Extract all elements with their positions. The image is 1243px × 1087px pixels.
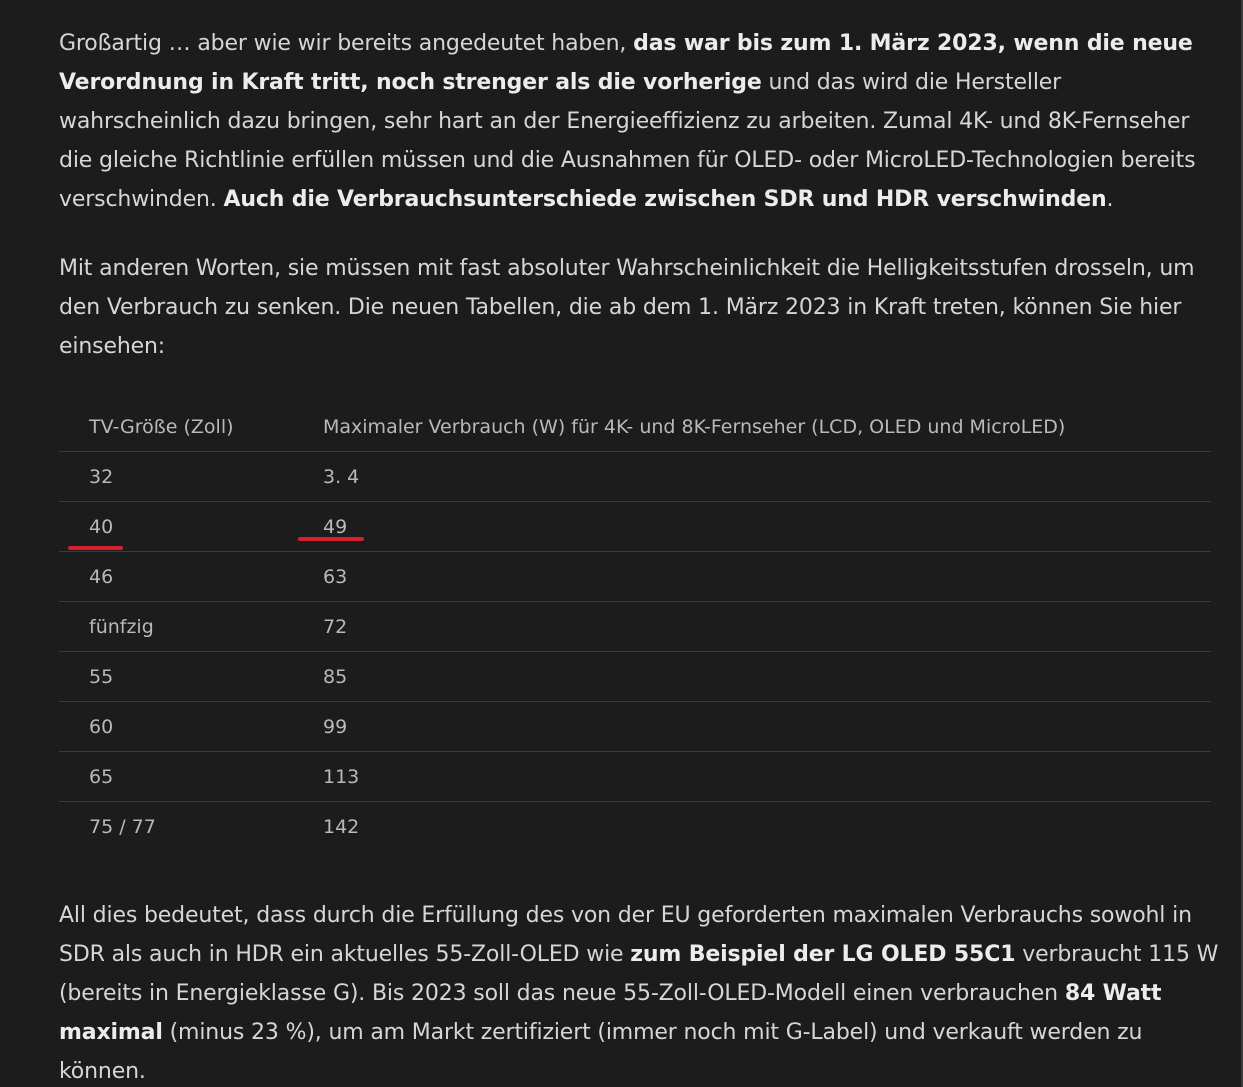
paragraph-conclusion	[59, 896, 1219, 1087]
cell-consumption: 85	[323, 652, 1211, 702]
paragraph-text: All dies bedeutet, dass durch die Erfüllung des von der EU geforderten maximalen Verbrauchs sowohl in SDR als auch in HDR ein aktuelles 55-Zoll-OLED wie	[59, 903, 1192, 967]
table-row	[59, 652, 1211, 702]
paragraph-text: und das wird die Hersteller wahrscheinlich dazu bringen, sehr hart an der Energieeffizienz zu arbeiten. Zumal 4K- und 8K-Fernseher die gleiche Richtlinie erfüllen müssen und die Ausnahmen für OLED- oder MicroLED-Technologien bereits verschwinden.	[59, 70, 1196, 212]
column-header-consumption: Maximaler Verbrauch (W) für 4K- und 8K-Fernseher (LCD, OLED und MicroLED)	[323, 403, 1211, 452]
consumption-table	[59, 403, 1211, 851]
cell-consumption: 113	[323, 752, 1211, 802]
table-row	[59, 502, 1211, 552]
cell-size: 32	[59, 452, 323, 502]
cell-consumption: 49	[323, 502, 1211, 552]
cell-size: 46	[59, 552, 323, 602]
cell-size: 55	[59, 652, 323, 702]
table-row	[59, 452, 1211, 502]
cell-size: fünfzig	[59, 602, 323, 652]
cell-size: 60	[59, 702, 323, 752]
table-row	[59, 602, 1211, 652]
paragraph-text: Großartig … aber wie wir bereits angedeutet haben,	[59, 31, 634, 56]
highlight-underline-size-40	[68, 546, 123, 550]
table-row	[59, 752, 1211, 802]
bold-text: Auch die Verbrauchsunterschiede zwischen SDR und HDR verschwinden	[223, 187, 1107, 212]
paragraph-table-intro: Mit anderen Worten, sie müssen mit fast absoluter Wahrscheinlichkeit die Helligkeitsstufen drosseln, um den Verbrauch zu senken. Die neuen Tabellen, die ab dem 1. März 2023 in Kraft treten, können Sie hier einsehen:	[59, 256, 1195, 359]
bold-text: das war bis zum 1. März 2023, wenn die neue Verordnung in Kraft tritt, noch strenger als die vorherige	[59, 31, 1193, 95]
paragraph-text: verbraucht 115 W (bereits in Energieklasse G). Bis 2023 soll das neue 55-Zoll-OLED-Modell einen verbrauchen	[59, 942, 1219, 1006]
cell-consumption: 142	[323, 815, 360, 838]
table-row	[59, 702, 1211, 752]
table-row	[59, 552, 1211, 602]
paragraph-text: (minus 23 %), um am Markt zertifiziert (immer noch mit G-Label) und verkauft werden zu können.	[59, 1020, 1143, 1084]
paragraph-text: .	[1106, 187, 1114, 212]
table-row	[59, 802, 1211, 852]
highlight-underline-value-49	[298, 537, 364, 541]
bold-text: 84 Watt maximal	[59, 981, 1162, 1045]
cell-consumption: 3. 4	[323, 452, 1211, 502]
cell-consumption: 99	[323, 702, 1211, 752]
article-body	[59, 24, 1219, 1087]
cell-size: 65	[59, 752, 323, 802]
cell-size: 75 / 77	[89, 815, 156, 838]
bold-text: zum Beispiel der LG OLED 55C1	[630, 942, 1016, 967]
column-header-size: TV-Größe (Zoll)	[59, 403, 323, 452]
cell-consumption: 72	[323, 602, 1211, 652]
paragraph-intro	[59, 24, 1219, 219]
cell-consumption: 63	[323, 552, 1211, 602]
table-header-row	[59, 403, 1211, 452]
cell-size: 40	[59, 502, 323, 552]
